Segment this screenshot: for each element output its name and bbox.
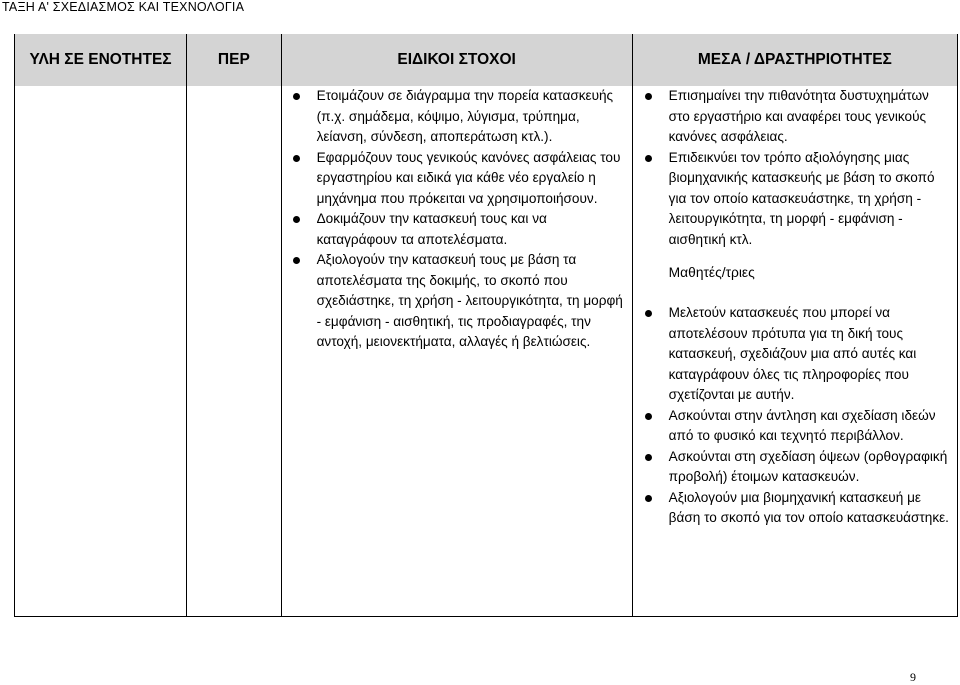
col-header-periods: ΠΕΡ <box>187 34 281 86</box>
means-teacher-list <box>633 86 957 250</box>
cell-units <box>15 86 187 617</box>
page-number: 9 <box>910 670 916 684</box>
students-heading: Μαθητές/τριες <box>668 265 755 280</box>
bullet-icon <box>645 454 652 461</box>
bullet-icon <box>293 257 300 264</box>
bullet-icon <box>645 413 652 420</box>
goals-list <box>282 86 632 353</box>
bullet-icon <box>645 93 652 100</box>
list-item: Ασκούνται στη σχεδίαση όψεων (ορθογραφική προβολή) έτοιμων κατασκευών. <box>633 447 957 488</box>
list-item: Επισημαίνει την πιθανότητα δυστυχημάτων στο εργαστήριο και αναφέρει τους γενικούς κανόνες ασφάλειας. <box>633 86 957 148</box>
bullet-icon <box>293 216 300 223</box>
col-header-goals: ΕΙΔΙΚΟΙ ΣΤΟΧΟΙ <box>281 34 632 86</box>
cell-means <box>632 86 957 617</box>
list-item: Μελετούν κατασκευές που μπορεί να αποτελέσουν πρότυπα για τη δική τους κατασκευή, σχεδιάζουν μια από αυτές και καταγράφουν όλες τις πληροφορίες που σχετίζονται με αυτήν. <box>633 303 957 406</box>
col-header-means: ΜΕΣΑ / ΔΡΑΣΤΗΡΙΟΤΗΤΕΣ <box>632 34 957 86</box>
cell-periods <box>187 86 281 617</box>
table-row <box>15 86 958 617</box>
list-item: Αξιολογούν την κατασκευή τους με βάση τα αποτελέσματα της δοκιμής, το σκοπό που σχεδιάστηκε, τη χρήση - λειτουργικότητα, τη μορφή - εμφάνιση - αισθητική, τις προδιαγραφές, την αντοχή, μειονεκτήματα, αλλαγές ή βελτιώσεις. <box>282 250 632 353</box>
means-students-list <box>633 303 957 529</box>
table-header-row <box>15 34 958 86</box>
curriculum-table <box>14 34 958 617</box>
bullet-icon <box>645 495 652 502</box>
bullet-icon <box>293 93 300 100</box>
list-item: Επιδεικνύει τον τρόπο αξιολόγησης μιας βιομηχανικής κατασκευής με βάση το σκοπό για τον οποίο κατασκευάστηκε, τη χρήση - λειτουργικότητα, τη μορφή - εμφάνιση - αισθητική κτλ. <box>633 148 957 251</box>
bullet-icon <box>645 310 652 317</box>
cell-goals <box>281 86 632 617</box>
page-header-title: ΤΑΞΗ Α' ΣΧΕΔΙΑΣΜΟΣ ΚΑΙ ΤΕΧΝΟΛΟΓΙΑ <box>2 0 245 14</box>
list-item: Αξιολογούν μια βιομηχανική κατασκευή με βάση το σκοπό για τον οποίο κατασκευάστηκε. <box>633 488 957 529</box>
list-item: Ασκούνται στην άντληση και σχεδίαση ιδεών από το φυσικό και τεχνητό περιβάλλον. <box>633 406 957 447</box>
col-header-units: ΥΛΗ ΣΕ ΕΝΟΤΗΤΕΣ <box>15 34 187 86</box>
list-item: Εφαρμόζουν τους γενικούς κανόνες ασφάλειας του εργαστηρίου και ειδικά για κάθε νέο εργαλείο η μηχάνημα που πρόκειται να χρησιμοποιήσουν. <box>282 148 632 210</box>
list-item: Ετοιμάζουν σε διάγραμμα την πορεία κατασκευής (π.χ. σημάδεμα, κόψιμο, λύγισμα, τρύπημα, λείανση, σύνδεση, αποπεράτωση κτλ.). <box>282 86 632 148</box>
bullet-icon <box>293 155 300 162</box>
list-item: Δοκιμάζουν την κατασκευή τους και να καταγράφουν τα αποτελέσματα. <box>282 209 632 250</box>
bullet-icon <box>645 155 652 162</box>
